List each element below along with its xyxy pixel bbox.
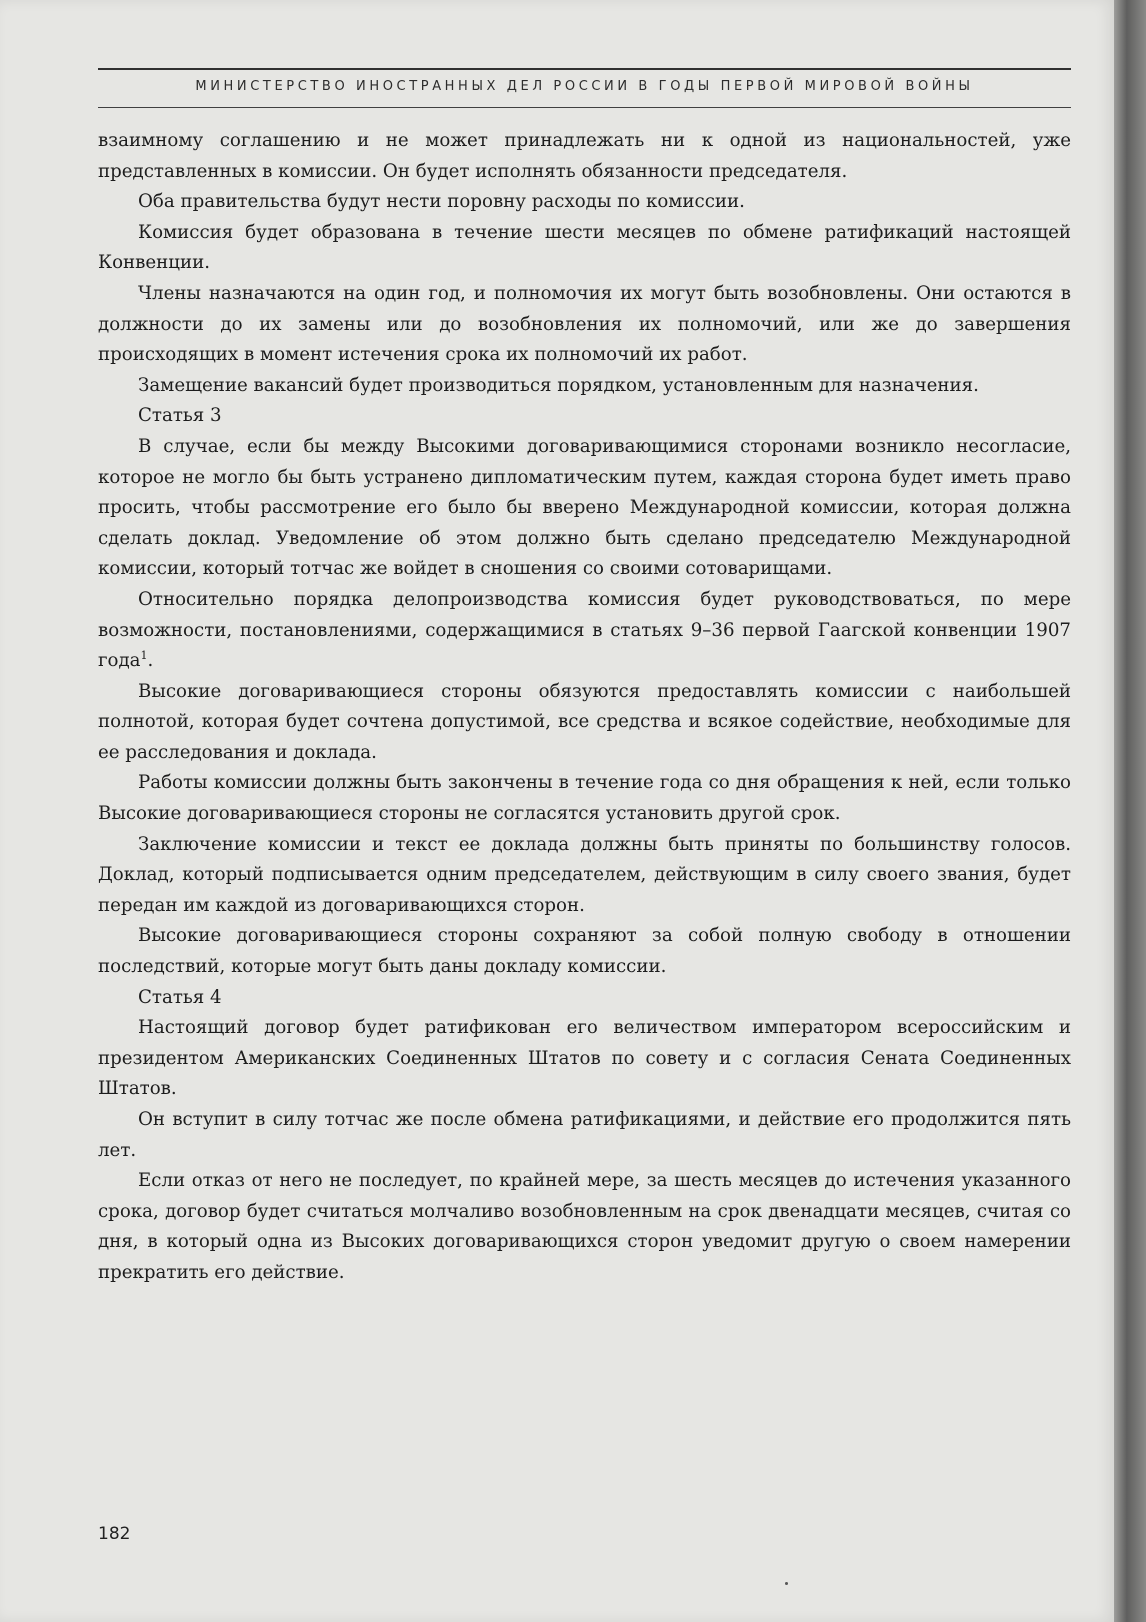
- paragraph: Оба правительства будут нести поровну расходы по комиссии.: [138, 191, 745, 213]
- paragraph: Члены назначаются на один год, и полномочия их могут быть возобновлены. Они остаются в должности до их замены или до возобновления их полномочий, или же до завершения происходящих в момент истечения срока их полномочий их работ.: [98, 282, 1071, 366]
- paragraph: взаимному соглашению и не может принадлежать ни к одной из национальностей, уже представленных в комиссии. Он будет исполнять обязанности председателя.: [98, 130, 1071, 182]
- page-number: 182: [98, 1524, 131, 1544]
- header-rule-bottom: [98, 107, 1071, 108]
- main-text: [98, 126, 1071, 1289]
- paragraph: Он вступит в силу тотчас же после обмена ратификациями, и действие его продолжится пять лет.: [98, 1109, 1071, 1161]
- header-rule-top: [98, 68, 1071, 70]
- paragraph: Замещение вакансий будет производиться порядком, установленным для назначения.: [138, 374, 979, 396]
- paragraph: Работы комиссии должны быть закончены в течение года со дня обращения к ней, если только Высокие договаривающиеся стороны не согласятся установить другой срок.: [98, 772, 1071, 825]
- article-heading: Статья 4: [138, 986, 222, 1008]
- paragraph: Высокие договаривающиеся стороны сохраняют за собой полную свободу в отношении последствий, которые могут быть даны докладу комиссии.: [98, 925, 1071, 978]
- paragraph-with-footnote: [98, 585, 1071, 677]
- paragraph-text: Относительно порядка делопроизводства комиссия будет руководствоваться, по мере возможности, постановлениями, содержащимися в статьях 9–36 первой Гаагской конвенции 1907 года: [98, 588, 1071, 672]
- footnote-mark: 1: [140, 649, 148, 663]
- paragraph: Заключение комиссии и текст ее доклада должны быть приняты по большинству голосов. Доклад, который подписывается одним председателем, действующим в силу своего звания, будет передан им каждой из договаривающихся сторон.: [98, 833, 1071, 916]
- paragraph: Если отказ от него не последует, по крайней мере, за шесть месяцев до истечения указанного срока, договор будет считаться молчаливо возобновленным на срок двенадцати месяцев, считая со дня, в который одна из Высоких договаривающихся сторон уведомит другую о своем намерении прекратить его действие.: [98, 1170, 1071, 1283]
- paragraph: Высокие договаривающиеся стороны обязуются предоставлять комиссии с наибольшей полнотой, которая будет сочтена допустимой, все средства и всякое содействие, необходимые для ее расследования и доклада.: [98, 680, 1071, 763]
- print-speck: [785, 1582, 788, 1585]
- paragraph: В случае, если бы между Высокими договаривающимися сторонами возникло несогласие, которое не могло бы быть устранено дипломатическим путем, каждая сторона будет иметь право просить, чтобы рассмотрение его было бы вверено Международной комиссии, которая должна сделать доклад. Уведомление об этом должно быть сделано председателю Международной комиссии, который тотчас же войдет в сношения со своими сотоварищами.: [98, 435, 1071, 580]
- paragraph: Комиссия будет образована в течение шести месяцев по обмене ратификаций настоящей Конвенции.: [98, 221, 1071, 274]
- running-head: МИНИСТЕРСТВО ИНОСТРАННЫХ ДЕЛ РОССИИ В ГОДЫ ПЕРВОЙ МИРОВОЙ ВОЙНЫ: [195, 79, 974, 94]
- book-edge: [1114, 0, 1146, 1622]
- paragraph-end: .: [147, 650, 154, 672]
- article-heading: Статья 3: [138, 405, 222, 427]
- paragraph: Настоящий договор будет ратификован его величеством императором всероссийским и президентом Американских Соединенных Штатов по совету и с согласия Сената Соединенных Штатов.: [98, 1017, 1071, 1100]
